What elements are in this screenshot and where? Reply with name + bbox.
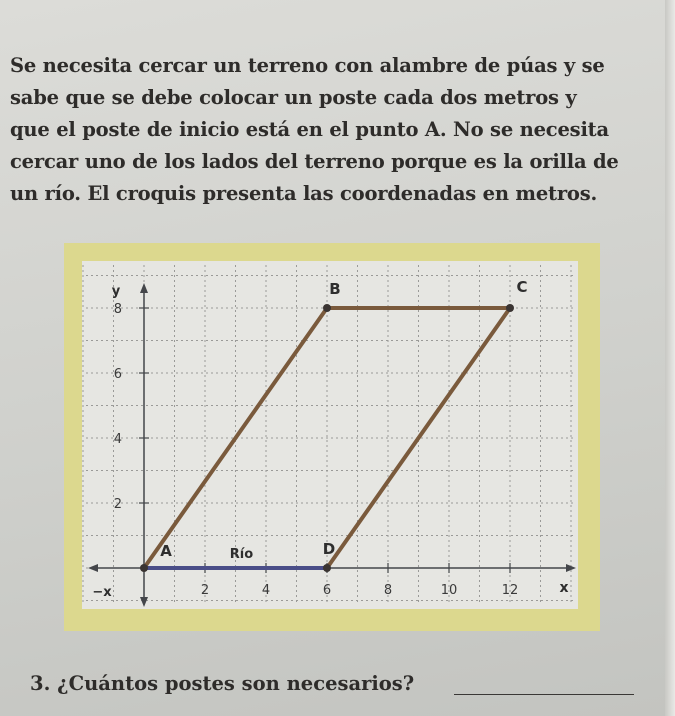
neg-x-axis-label: −x: [92, 585, 112, 600]
question-number: 3.: [30, 672, 51, 695]
y-tick-label: 2: [113, 497, 122, 512]
x-tick-label: 4: [261, 583, 271, 598]
point-d: [323, 564, 331, 572]
y-tick-label: 4: [113, 432, 122, 447]
point-label-c: C: [516, 278, 528, 296]
x-axis-label: x: [559, 580, 569, 596]
x-tick-label: 2: [200, 583, 210, 598]
question-3: [30, 672, 414, 695]
x-tick-label: 10: [440, 583, 458, 598]
point-c: [506, 304, 514, 312]
point-b: [323, 304, 331, 312]
y-tick-label: 6: [113, 367, 122, 382]
y-axis-label: y: [111, 284, 121, 299]
point-label-a: A: [160, 542, 172, 560]
coordinate-sketch: [64, 243, 600, 631]
point-a: [140, 564, 148, 572]
river-label: Río: [229, 547, 254, 562]
answer-line[interactable]: [454, 694, 634, 695]
point-label-d: D: [322, 540, 336, 558]
y-tick-label: 8: [113, 302, 122, 317]
page-edge: [665, 0, 675, 716]
x-tick-label: 6: [322, 583, 332, 598]
x-tick-label: 12: [501, 583, 519, 598]
question-text: ¿Cuántos postes son necesarios?: [57, 672, 415, 695]
x-tick-label: 8: [383, 583, 393, 598]
point-label-b: B: [329, 280, 341, 298]
problem-paragraph: Se necesita cercar un terreno con alambre de púas y se sabe que se debe colocar un poste cada dos metros y que el poste de inicio está en el punto A. No se necesita cercar uno de los lados del terreno porque es la orilla de un río. El croquis presenta las coordenadas en metros.: [10, 54, 619, 205]
